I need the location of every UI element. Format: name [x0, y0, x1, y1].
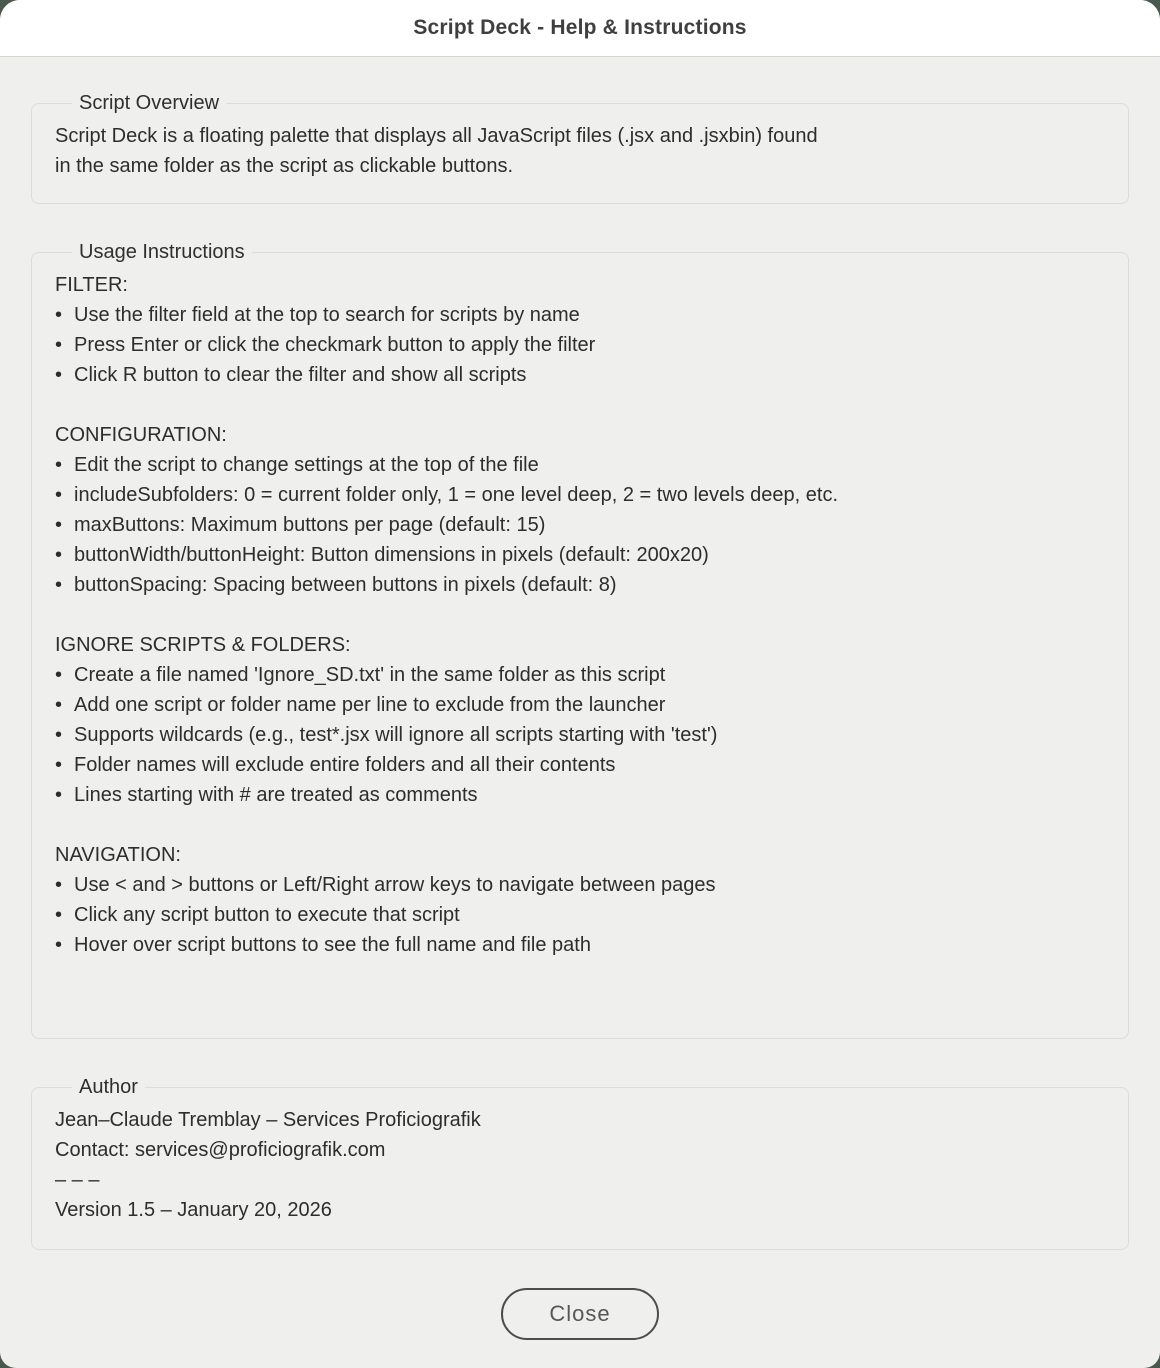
- bullet-marker: •: [55, 304, 63, 326]
- author-text-line: Version 1.5 – January 20, 2026: [55, 1199, 332, 1221]
- overview-text-line: in the same folder as the script as clickable buttons.: [55, 155, 514, 177]
- bullet-item: [55, 900, 1105, 930]
- bullet-text: Edit the script to change settings at the top of the file: [74, 454, 539, 476]
- bullet-marker: •: [55, 874, 63, 896]
- author-text-line: Contact: services@proficiografik.com: [55, 1139, 386, 1161]
- bullet-item: [55, 480, 1105, 510]
- bullet-marker: •: [55, 784, 63, 806]
- bullet-marker: •: [55, 364, 63, 386]
- bullet-item: [55, 930, 1105, 960]
- bullet-text: buttonSpacing: Spacing between buttons in pixels (default: 8): [74, 574, 617, 596]
- close-button[interactable]: Close: [501, 1288, 659, 1340]
- usage-section-ignore: [55, 630, 1105, 810]
- bullet-item: [55, 870, 1105, 900]
- usage-section-navigation: [55, 840, 1105, 960]
- bullet-marker: •: [55, 664, 63, 686]
- bullet-marker: •: [55, 484, 63, 506]
- dialog-title: Script Deck - Help & Instructions: [413, 16, 747, 39]
- bullet-item: [55, 750, 1105, 780]
- author-group: [31, 1075, 1129, 1250]
- dialog-content: [0, 57, 1160, 1340]
- bullet-marker: •: [55, 334, 63, 356]
- bullet-marker: •: [55, 754, 63, 776]
- bullet-text: Supports wildcards (e.g., test*.jsx will ignore all scripts starting with 'test'): [74, 724, 718, 746]
- navigation-section-heading: NAVIGATION:: [55, 844, 181, 866]
- bullet-text: Use < and > buttons or Left/Right arrow keys to navigate between pages: [74, 874, 716, 896]
- dialog-titlebar[interactable]: [0, 0, 1160, 57]
- bullet-text: includeSubfolders: 0 = current folder only, 1 = one level deep, 2 = two levels deep, etc.: [74, 484, 838, 506]
- bullet-item: [55, 780, 1105, 810]
- bullet-text: Click any script button to execute that script: [74, 904, 460, 926]
- bullet-text: Press Enter or click the checkmark button to apply the filter: [74, 334, 596, 356]
- bullet-text: maxButtons: Maximum buttons per page (default: 15): [74, 514, 546, 536]
- bullet-text: Hover over script buttons to see the full name and file path: [74, 934, 591, 956]
- configuration-bullet-list: [55, 450, 1105, 600]
- usage-instructions-legend: Usage Instructions: [79, 241, 245, 263]
- bullet-item: [55, 660, 1105, 690]
- bullet-item: [55, 510, 1105, 540]
- bullet-marker: •: [55, 694, 63, 716]
- bullet-text: Create a file named 'Ignore_SD.txt' in the same folder as this script: [74, 664, 666, 686]
- navigation-bullet-list: [55, 870, 1105, 960]
- bullet-item: [55, 570, 1105, 600]
- usage-section-filter: [55, 270, 1105, 390]
- bullet-item: [55, 360, 1105, 390]
- bullet-marker: •: [55, 574, 63, 596]
- script-overview-group: [31, 91, 1129, 204]
- author-text-line: Jean–Claude Tremblay – Services Proficiografik: [55, 1109, 481, 1131]
- bullet-marker: •: [55, 514, 63, 536]
- bullet-item: [55, 540, 1105, 570]
- bullet-item: [55, 720, 1105, 750]
- bullet-item: [55, 300, 1105, 330]
- dialog-footer: [31, 1288, 1129, 1340]
- bullet-text: Folder names will exclude entire folders and all their contents: [74, 754, 616, 776]
- bullet-item: [55, 330, 1105, 360]
- author-text: [55, 1105, 1105, 1225]
- bullet-text: Lines starting with # are treated as comments: [74, 784, 478, 806]
- bullet-item: [55, 450, 1105, 480]
- filter-bullet-list: [55, 300, 1105, 390]
- overview-text: [55, 121, 1105, 181]
- bullet-marker: •: [55, 904, 63, 926]
- author-text-line: – – –: [55, 1169, 100, 1191]
- bullet-marker: •: [55, 934, 63, 956]
- bullet-text: Use the filter field at the top to search for scripts by name: [74, 304, 580, 326]
- bullet-marker: •: [55, 544, 63, 566]
- bullet-text: Add one script or folder name per line to exclude from the launcher: [74, 694, 666, 716]
- usage-section-configuration: [55, 420, 1105, 600]
- filter-section-heading: FILTER:: [55, 274, 128, 296]
- author-legend: Author: [79, 1076, 138, 1098]
- configuration-section-heading: CONFIGURATION:: [55, 424, 227, 446]
- overview-text-line: Script Deck is a floating palette that displays all JavaScript files (.jsx and .jsxbin) found: [55, 125, 818, 147]
- bullet-marker: •: [55, 454, 63, 476]
- usage-instructions-group: [31, 240, 1129, 1039]
- bullet-item: [55, 690, 1105, 720]
- bullet-text: buttonWidth/buttonHeight: Button dimensions in pixels (default: 200x20): [74, 544, 709, 566]
- bullet-text: Click R button to clear the filter and show all scripts: [74, 364, 527, 386]
- bullet-marker: •: [55, 724, 63, 746]
- ignore-section-heading: IGNORE SCRIPTS & FOLDERS:: [55, 634, 351, 656]
- script-overview-legend: Script Overview: [79, 92, 220, 114]
- ignore-bullet-list: [55, 660, 1105, 810]
